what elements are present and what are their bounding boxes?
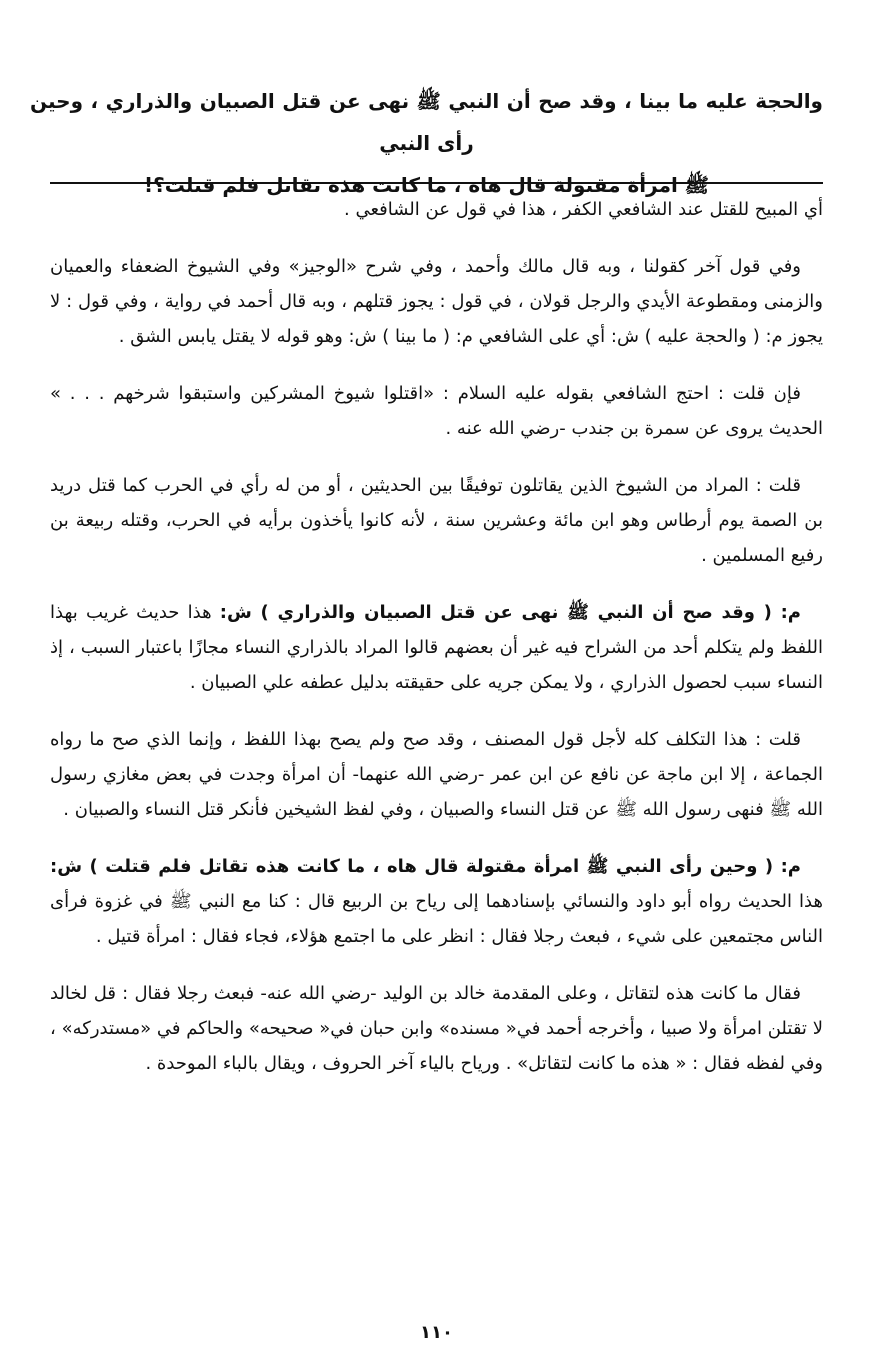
commentary-text: هذا حديث غريب بهذا اللفظ ولم يتكلم أحد من الشراح فيه غير أن بعضهم قالوا المراد بالذراري النساء مجازًا باعتبار السبب ، إذ النساء سبب لحصول الذراري ، ولا يمكن جريه على حقيقته بدليل عطفه علي الصبيان . [50,602,823,693]
main-text [30,80,823,206]
page-number: ١١٠ [420,1322,453,1343]
commentary-paragraph-5 [50,595,823,700]
main-text-line-1: والحجة عليه ما بينا ، وقد صح أن النبي ﷺ نهى عن قتل الصبيان والذراري ، وحين رأى النبي [30,89,823,155]
matn-reference: م: ( وقد صح أن النبي ﷺ نهى عن قتل الصبيان والذراري ) ش: [219,602,802,623]
commentary-paragraph-1: أي المبيح للقتل عند الشافعي الكفر ، هذا في قول عن الشافعي . [344,199,823,220]
commentary-paragraph-7 [50,849,823,954]
commentary-section [50,192,823,1103]
matn-reference: م: ( وحين رأى النبي ﷺ امرأة مقتولة قال هاه ، ما كانت هذه تقاتل فلم قتلت ) ش: [50,856,801,877]
commentary-paragraph-8: فقال ما كانت هذه لتقاتل ، وعلى المقدمة خالد بن الوليد -رضي الله عنه- فبعث رجلا فقال : قل لخالد لا تقتلن امرأة ولا صبيا ، وأخرجه أحمد في« مسنده» وابن حبان في« صحيحه» والحاكم في «مستدركه» ، وفي لفظه فقال : « هذه ما كانت لتقاتل» . ورياح بالياء آخر الحروف ، ويقال بالباء الموحدة . [50,983,823,1074]
commentary-paragraph-6: قلت : هذا التكلف كله لأجل قول المصنف ، وقد صح ولم يصح بهذا اللفظ ، وإنما الذي صح ما رواه الجماعة ، إلا ابن ماجة عن نافع عن ابن عمر -رضي الله عنهما- أن امرأة وجدت في بعض مغازي رسول الله ﷺ فنهى رسول الله ﷺ عن قتل النساء والصبيان ، وفي لفظ الشيخين فأنكر قتل النساء والصبيان . [50,729,823,820]
commentary-paragraph-3: فإن قلت : احتج الشافعي بقوله عليه السلام : «اقتلوا شيوخ المشركين واستبقوا شرخهم . . . » الحديث يروى عن سمرة بن جندب -رضي الله عنه . [50,383,823,439]
commentary-text: هذا الحديث رواه أبو داود والنسائي بإسنادهما إلى رياح بن الربيع قال : كنا مع النبي ﷺ في غزوة فرأى الناس مجتمعين على شيء ، فبعث رجلا فقال : انظر على ما اجتمع هؤلاء، فجاء فقال : امرأة قتيل . [50,891,823,947]
commentary-paragraph-4: قلت : المراد من الشيوخ الذين يقاتلون توفيقًا بين الحديثين ، أو من له رأي في الحرب كما قتل دريد بن الصمة يوم أرطاس وهو ابن مائة وعشرين سنة ، لأنه كانوا يأخذون برأيه في الحرب، وقتله ربيعة بن رفيع المسلمين . [50,475,823,566]
main-text-line-2: ﷺ امرأة مقتولة قال هاه ، ما كانت هذه تقاتل فلم قتلت؟! [144,173,709,197]
commentary-paragraph-2: وفي قول آخر كقولنا ، وبه قال مالك وأحمد ، وفي شرح «الوجيز» وفي الشيوخ الضعفاء والعميان والزمنى ومقطوعة الأيدي والرجل قولان ، في قول : يجوز قتلهم ، وبه قال أحمد في رواية ، وفي قول : لا يجوز م: ( والحجة عليه ) ش: أي على الشافعي م: ( ما بينا ) ش: وهو قوله لا يقتل يابس الشق . [50,256,823,347]
section-divider [50,182,823,184]
